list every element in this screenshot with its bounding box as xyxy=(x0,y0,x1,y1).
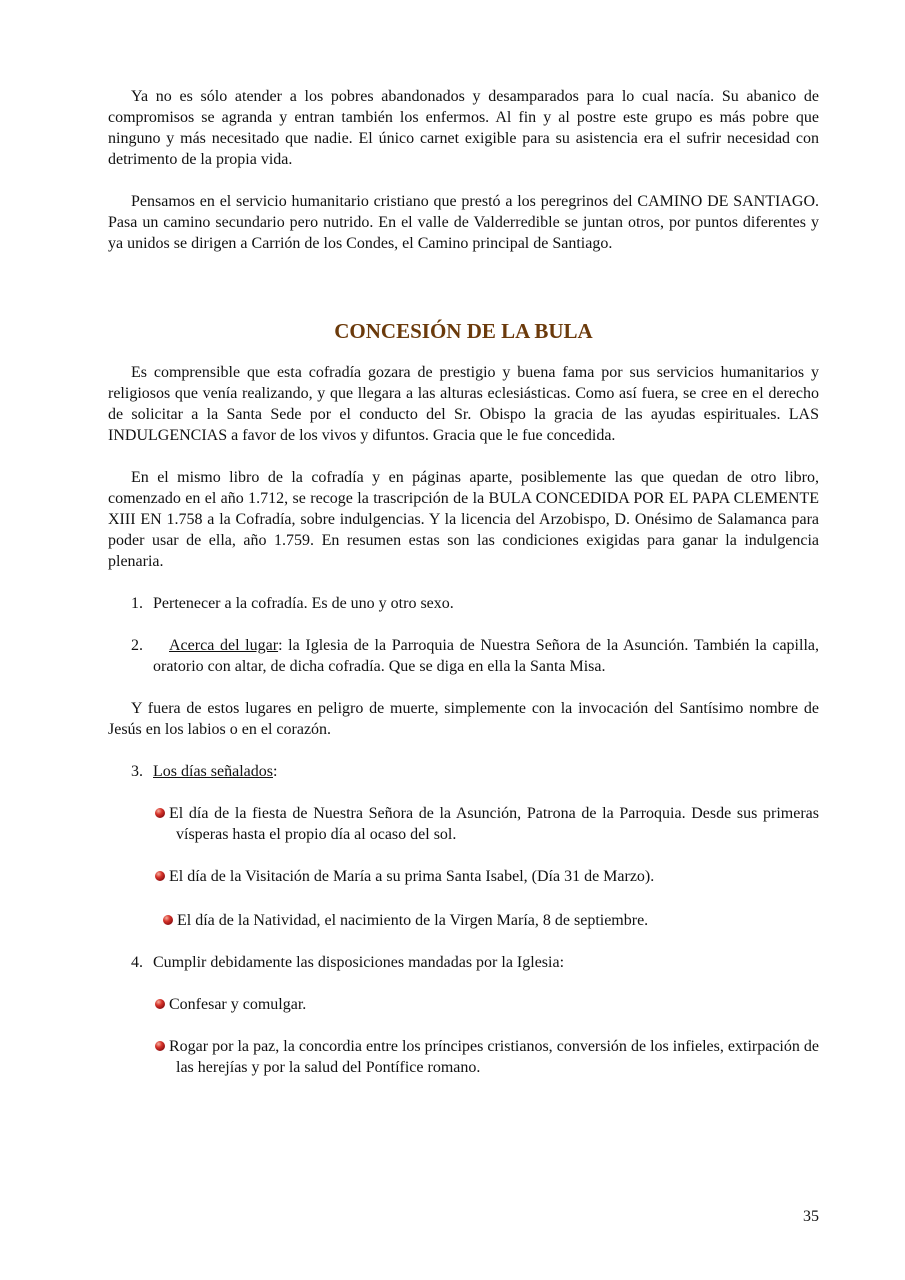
list-item-4 xyxy=(108,952,819,973)
list-item-text: Pertenecer a la cofradía. Es de uno y otro sexo. xyxy=(153,595,454,612)
list-item-3 xyxy=(108,761,819,782)
bullet-text: El día de la fiesta de Nuestra Señora de la Asunción, Patrona de la Parroquia. Desde sus primeras vísperas hasta el propio día al ocaso del sol. xyxy=(169,805,819,843)
paragraph-bula: En el mismo libro de la cofradía y en páginas aparte, posiblemente las que quedan de otro libro, comenzado en el año 1.712, se recoge la trascripción de la BULA CONCEDIDA POR EL PAPA CLEMENTE XIII EN 1.758 a la Cofradía, sobre indulgencias. Y la licencia del Arzobispo, D. Onésimo de Salamanca para poder usar de ella, año 1.759. En resumen estas son las condiciones exigidas para ganar la indulgencia plenaria. xyxy=(108,469,819,570)
bullet-item-confesar xyxy=(108,994,819,1015)
list-item-text: : xyxy=(272,763,278,780)
bullet-text: El día de la Visitación de María a su prima Santa Isabel, (Día 31 de Marzo). xyxy=(169,868,655,885)
list-number: 4. xyxy=(131,954,143,971)
bullet-item-asuncion xyxy=(108,803,819,845)
list-item-2 xyxy=(108,635,819,677)
list-item-text: Cumplir debidamente las disposiciones mandadas por la Iglesia: xyxy=(153,954,565,971)
bullet-text: El día de la Natividad, el nacimiento de la Virgen María, 8 de septiembre. xyxy=(177,912,649,929)
section-heading: CONCESIÓN DE LA BULA xyxy=(334,319,593,343)
list-item-text: : la Iglesia de la Parroquia de Nuestra Señora de la Asunción. También la capilla, oratorio con altar, de dicha cofradía. Que se diga en ella la Santa Misa. xyxy=(153,637,819,675)
bullet-icon xyxy=(155,871,165,881)
list-number: 3. xyxy=(131,763,143,780)
list-item-1 xyxy=(108,593,819,614)
list-number: 2. xyxy=(131,637,143,654)
list-number: 1. xyxy=(131,595,143,612)
bullet-text: Confesar y comulgar. xyxy=(169,996,307,1013)
bullet-item-rogar xyxy=(108,1036,819,1078)
bullet-icon xyxy=(155,999,165,1009)
document-page xyxy=(108,86,819,1078)
paragraph-camino-de-santiago: Pensamos en el servicio humanitario cristiano que prestó a los peregrinos del CAMINO DE SANTIAGO. Pasa un camino secundario pero nutrido. En el valle de Valderredible se juntan otros, por puntos diferentes y ya unidos se dirigen a Carrión de los Condes, el Camino principal de Santiago. xyxy=(108,193,819,252)
list-item-body xyxy=(116,635,819,677)
bullet-icon xyxy=(155,808,165,818)
bullet-icon xyxy=(155,1041,165,1051)
paragraph-prestigio: Es comprensible que esta cofradía gozara de prestigio y buena fama por sus servicios humanitarios y religiosos que venía realizando, y que llegara a las alturas eclesiásticas. Como así fuera, se cree en el derecho de solicitar a la Santa Sede por el conducto del Sr. Obispo la gracia de las ayudas espirituales. LAS INDULGENCIAS a favor de los vivos y difuntos. Gracia que le fue concedida. xyxy=(108,364,819,444)
bullet-icon xyxy=(163,915,173,925)
list-item-label: Acerca del lugar xyxy=(169,637,279,654)
bullet-item-visitacion xyxy=(108,866,819,887)
bullet-text: Rogar por la paz, la concordia entre los príncipes cristianos, conversión de los infieles, extirpación de las herejías y por la salud del Pontífice romano. xyxy=(169,1038,819,1076)
paragraph-peligro-de-muerte: Y fuera de estos lugares en peligro de muerte, simplemente con la invocación del Santísimo nombre de Jesús en los labios o en el corazón. xyxy=(108,700,819,738)
bullet-item-natividad xyxy=(108,910,819,931)
page-number: 35 xyxy=(803,1208,819,1225)
paragraph-abandonados: Ya no es sólo atender a los pobres abandonados y desamparados para lo cual nacía. Su abanico de compromisos se agranda y entran también los enfermos. Al fin y al postre este grupo es más pobre que ninguno y más necesitado que nadie. El único carnet exigible para su asistencia era el sufrir necesidad con detrimento de la propia vida. xyxy=(108,88,819,168)
list-item-label: Los días señalados xyxy=(153,763,273,780)
